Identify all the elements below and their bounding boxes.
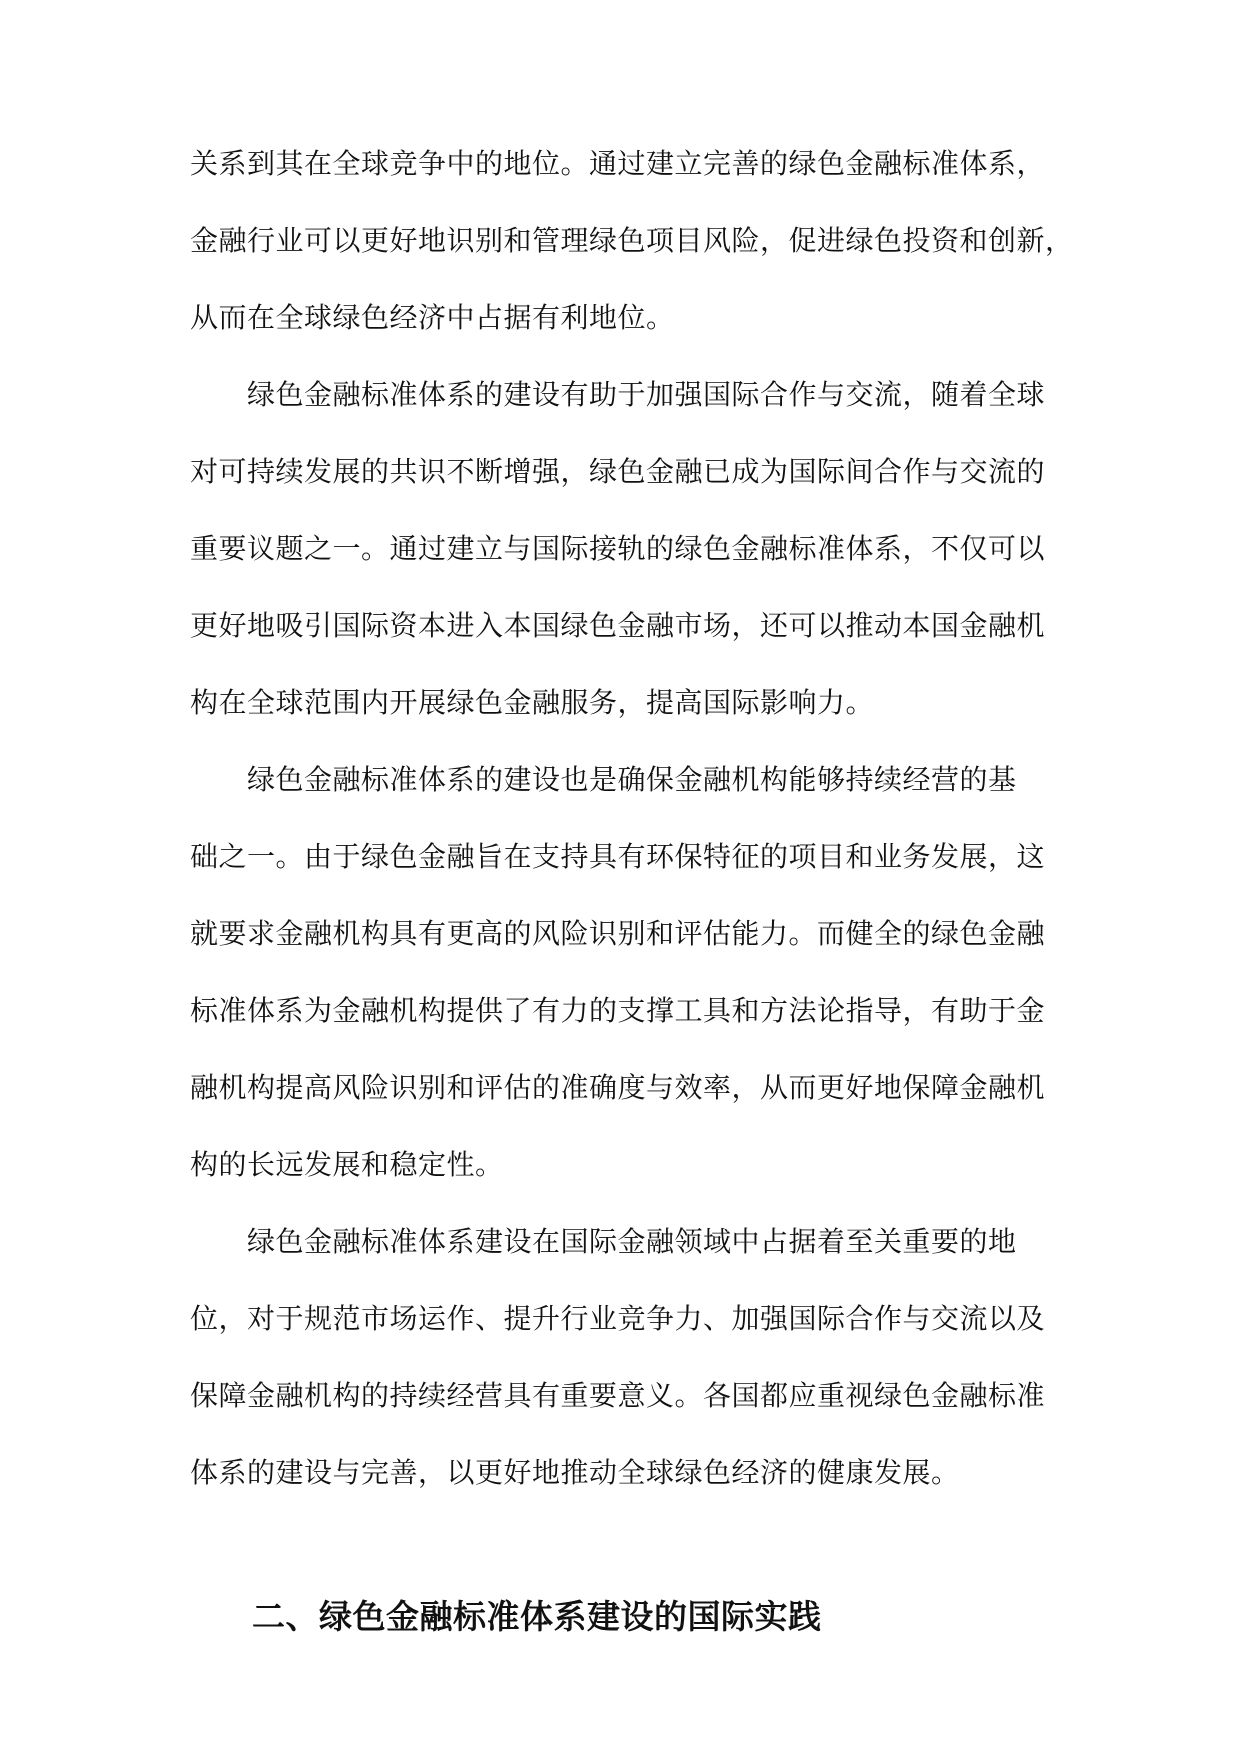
text-line: 体系的建设与完善，以更好地推动全球绿色经济的健康发展。 [190, 1456, 960, 1489]
section-heading: 二、绿色金融标准体系建设的国际实践 [252, 1597, 822, 1636]
text-line: 金融行业可以更好地识别和管理绿色项目风险，促进绿色投资和创新， [190, 224, 1074, 257]
text-line: 保障金融机构的持续经营具有重要意义。各国都应重视绿色金融标准 [190, 1379, 1046, 1412]
text-line: 绿色金融标准体系建设在国际金融领域中占据着至关重要的地 [190, 1225, 1017, 1258]
text-line: 关系到其在全球竞争中的地位。通过建立完善的绿色金融标准体系， [190, 147, 1046, 180]
text-line: 绿色金融标准体系的建设也是确保金融机构能够持续经营的基 [190, 763, 1017, 796]
text-line: 础之一。由于绿色金融旨在支持具有环保特征的项目和业务发展，这 [190, 840, 1046, 873]
text-line: 绿色金融标准体系的建设有助于加强国际合作与交流，随着全球 [190, 378, 1046, 411]
text-line: 位，对于规范市场运作、提升行业竞争力、加强国际合作与交流以及 [190, 1302, 1046, 1335]
text-line: 构在全球范围内开展绿色金融服务，提高国际影响力。 [190, 686, 875, 719]
text-line: 融机构提高风险识别和评估的准确度与效率，从而更好地保障金融机 [190, 1071, 1046, 1104]
text-line: 从而在全球绿色经济中占据有利地位。 [190, 301, 675, 334]
text-line: 更好地吸引国际资本进入本国绿色金融市场，还可以推动本国金融机 [190, 609, 1046, 642]
text-line: 对可持续发展的共识不断增强，绿色金融已成为国际间合作与交流的 [190, 455, 1046, 488]
text-line: 标准体系为金融机构提供了有力的支撑工具和方法论指导，有助于金 [190, 994, 1046, 1027]
text-line: 重要议题之一。通过建立与国际接轨的绿色金融标准体系，不仅可以 [190, 532, 1046, 565]
text-line: 就要求金融机构具有更高的风险识别和评估能力。而健全的绿色金融 [190, 917, 1046, 950]
text-line: 构的长远发展和稳定性。 [190, 1148, 504, 1181]
